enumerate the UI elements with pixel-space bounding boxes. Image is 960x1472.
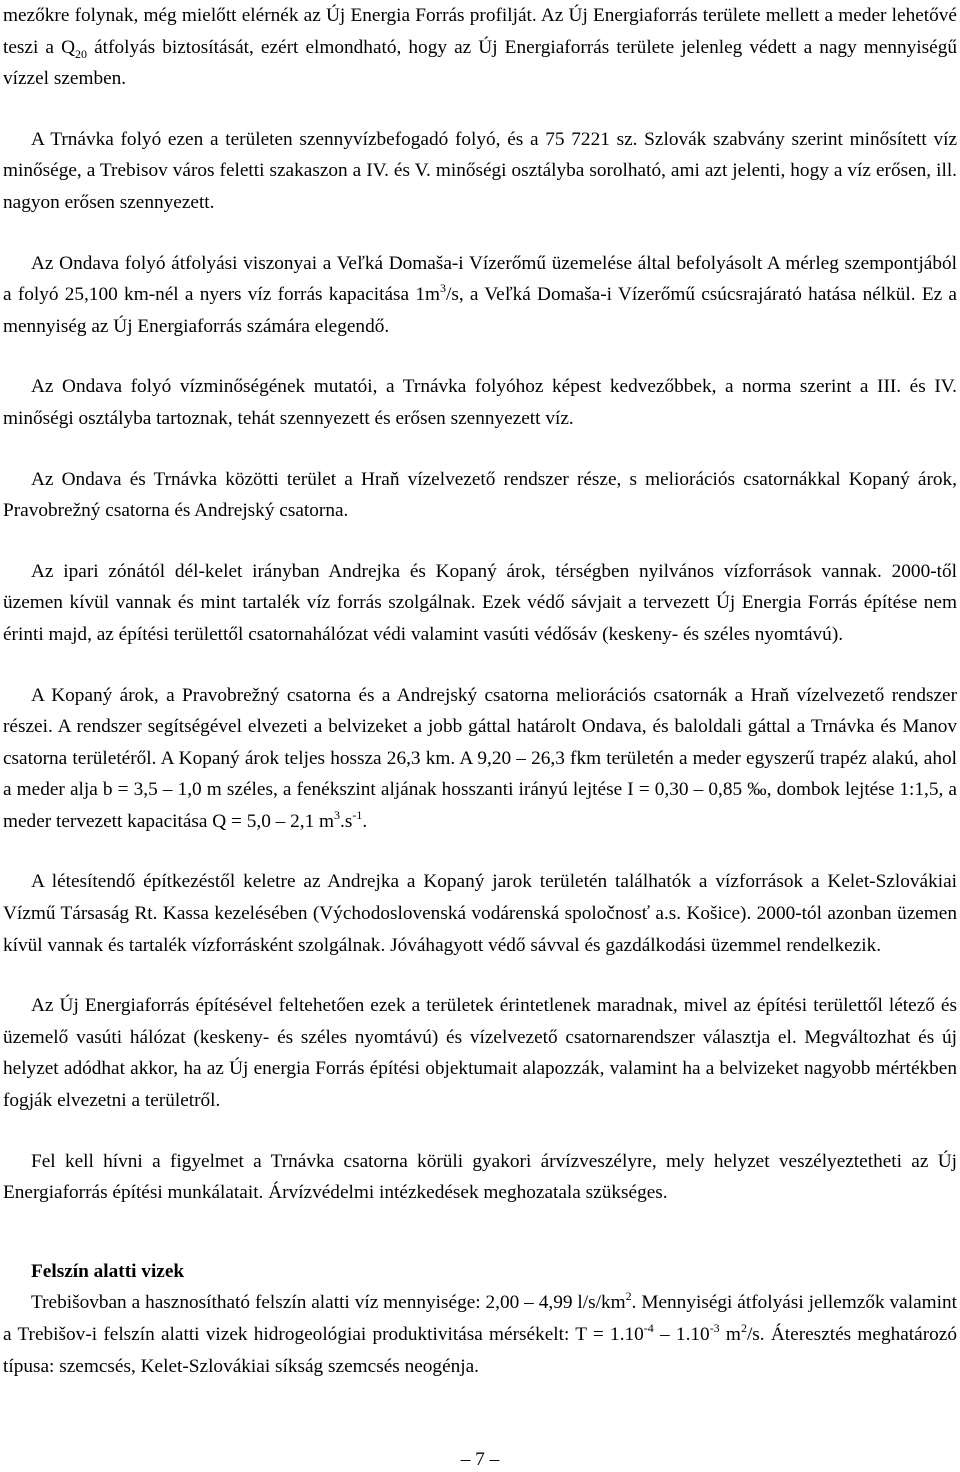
section-heading-groundwater: Felszín alatti vizek [31,1260,185,1282]
paragraph-trnavka-quality: A Trnávka folyó ezen a területen szennyvízbefogadó folyó, és a 75 7221 sz. Szlovák szabvány szerint minősített víz minősége, a Trebisov város feletti szakaszon a IV. és V. minőségi osztályba sorolható, ami azt jelenti, hogy a víz erősen, ill. nagyon erősen szennyezett. [3,128,957,213]
paragraph-flood-warning: Fel kell hívni a figyelmet a Trnávka csatorna körüli gyakori árvízveszélyre, mely helyzet veszélyeztetheti az Új Energiaforrás építési munkálatait. Árvízvédelmi intézkedések meghozatala szükséges. [3,1150,957,1204]
subscript-q20: 20 [75,46,88,61]
document-page [3,0,957,1382]
paragraph-industrial-zone-sources: Az ipari zónától dél-kelet irányban Andrejka és Kopaný árok, térségben nyilvános vízforrások vannak. 2000-től üzemen kívül vannak és mint tartalék víz forrás szolgálnak. Ezek védő sávjait a tervezett Új Energia Forrás építése nem érinti majd, az építési területtől csatornahálózat védi valamint vasúti védősáv (keskeny- és széles nyomtávú). [3,560,957,645]
paragraph-hran-system: Az Ondava és Trnávka közötti terület a Hraň vízelvezető rendszer része, s meliorációs csatornákkal Kopaný árok, Pravobrežný csatorna és Andrejský csatorna. [3,468,957,522]
page-number: – 7 – [460,1449,500,1470]
paragraph-groundwater: Trebišovban a hasznosítható felszín alatti víz mennyisége: 2,00 – 4,99 $l/s/km^2$. Mennyiségi átfolyási jellemzők valamint a Trebišov-i felszín alatti vizek hidrogeológiai produktivitása mérsékelt: $T = 1.10^{-4} - 1.10^{-3}$ $m^2/s$. Áteresztés meghatározó típusa: szemcsés, Kelet-Szlovákiai síkság szemcsés neogénja. [3,1289,957,1377]
paragraph-ondava-flow: Az Ondava folyó átfolyási viszonyai a Veľká Domaša-i Vízerőmű üzemelése által befolyásolt A mérleg szempontjából a folyó 25,100 km-nél a nyers víz forrás kapacitása $1m^3/s$, a Veľká Domaša-i Vízerőmű csúcsrajáratό hatása nélkül. Ez a mennyiség az Új Energiaforrás számára elegendő. [3,252,957,337]
paragraph-untouched-areas: Az Új Energiaforrás építésével feltehetően ezek a területek érintetlenek maradnak, mivel az építési területtől létező és üzemelő vasúti hálózat (keskeny- és széles nyomtávú) és vízelvezető csatornarendszer választja el. Megváltozhat és új helyzet adódhat akkor, ha az Új energia Forrás építési objektumait alapozzák, valamint ha a belvizeket nagyobb mértékben fogják elvezetni a területről. [3,995,957,1112]
superscript-cubic: 3 [439,281,446,296]
paragraph-kopany-canal: A Kopaný árok, a Pravobrežný csatorna és a Andrejský csatorna meliorációs csatornák a Hraň vízelvezető rendszer részei. A rendszer segítségével elvezeti a belvizeket a jobb gáttal határolt Ondava, és baloldali gáttal a Trnávka és Manov csatorna területéről. A Kopaný árok teljes hossza 26,3 km. A 9,20 – 26,3 fkm területén a meder egyszerű trapéz alakú, ahol a meder alja b = 3,5 – 1,0 m széles, a fenékszint aljának hosszanti irányú lejtése I = 0,30 – 0,85 ‰, dombok lejtése 1:1,5, a meder tervezett kapacitása Q = 5,0 – 2,1 $m^3.s^{-1}$. [3,684,957,832]
paragraph-water-sources-east: A létesítendő építkezéstől keletre az Andrejka a Kopaný jarok területén találhatók a vízforrások a Kelet-Szlovákiai Vízmű Társaság Rt. Kassa kezelésében (Východoslovenská vodárenská spoločnosť a.s. Košice). 2000-tól azonban üzemen kívül vannak és tartalék vízforrásként szolgálnak. Jóváhagyott védő sávval és gazdálkodási üzemmel rendelkezik. [3,871,957,956]
paragraph-ondava-quality: Az Ondava folyó vízminőségének mutatói, a Trnávka folyóhoz képest kedvezőbbek, a norma szerint a III. és IV. minőségi osztályba tartoznak, tehát szennyezett és erősen szennyezett víz. [3,376,957,429]
paragraph-energy-source-flow: mezőkre folynak, még mielőtt elérnék az Új Energia Forrás profilját. Az Új Energiaforrás területe mellett a meder lehetővé teszi a $Q_{20}$ átfolyás biztosítását, ezért elmondható, hogy az Új Energiaforrás területe jelenleg védett a nagy mennyiségű vízzel szemben. [3,5,957,90]
